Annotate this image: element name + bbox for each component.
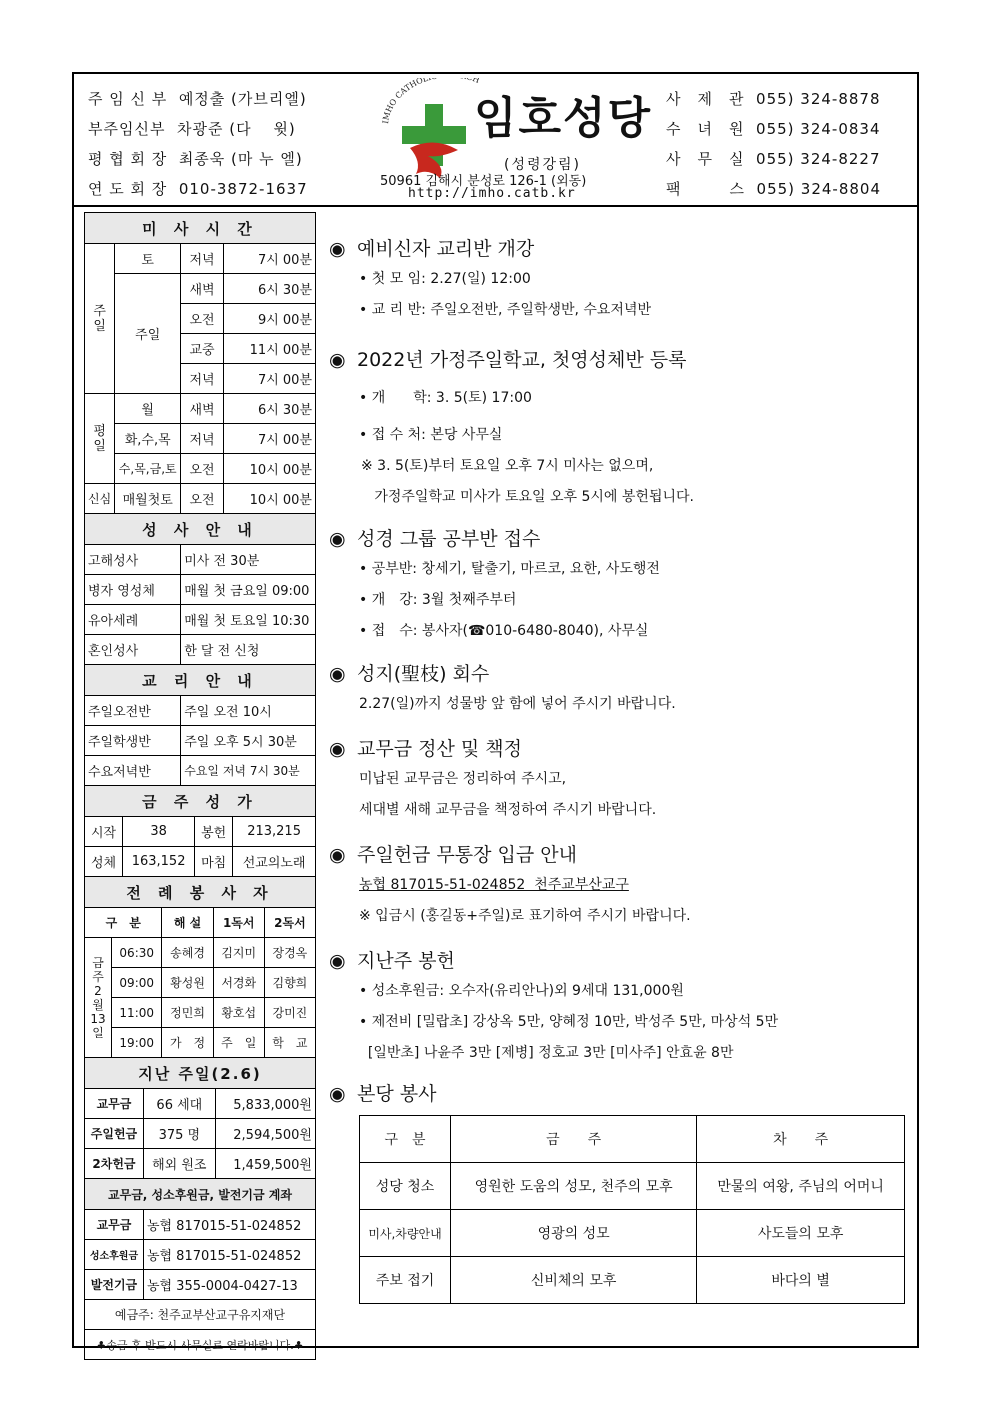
minister-name: 정민희 [162, 998, 213, 1028]
sacrament-value: 매월 첫 금요일 09:00 [181, 575, 316, 605]
mass-day: 매월첫토 [115, 484, 181, 514]
mass-time: 6시 30분 [223, 394, 315, 424]
column-header: 차 주 [697, 1116, 905, 1163]
catechism-value: 주일 오전 10시 [181, 696, 316, 726]
offering-count: 375 명 [143, 1119, 215, 1149]
minister-name: 주 일 [213, 1028, 264, 1058]
mass-time: 7시 00분 [223, 244, 315, 274]
sacrament-name: 병자 영성체 [85, 575, 181, 605]
announcement [329, 1079, 919, 1304]
announcement-title: ◉ 성지(聖枝) 회수 [329, 659, 919, 689]
mass-day: 주일 [115, 274, 181, 394]
announcement-line: • 공부반: 창세기, 탈출기, 마르코, 요한, 사도행전 [359, 561, 660, 577]
church-subtitle: (성령강림) [504, 157, 582, 173]
mass-part: 오전 [181, 454, 224, 484]
mass-time: 7시 00분 [223, 364, 315, 394]
mass-group-label: 평 일 [85, 394, 115, 484]
account-number: 농협 355-0004-0427-13 [143, 1270, 315, 1300]
offering-amount: 5,833,000원 [215, 1089, 315, 1119]
bullet-icon: ◉ [329, 238, 346, 260]
service-name: 미사,차량안내 [360, 1210, 451, 1257]
announcement [329, 946, 919, 1069]
account-name: 발전기금 [85, 1270, 144, 1300]
mass-part: 새벽 [181, 394, 224, 424]
hymn-number: 선교의노래 [233, 847, 316, 877]
hymns-table [84, 785, 316, 877]
catechism-name: 주일오전반 [85, 696, 181, 726]
sacrament-name: 혼인성사 [85, 635, 181, 665]
bullet-icon: ◉ [329, 528, 346, 550]
minister-name: 김향희 [264, 968, 315, 998]
sacrament-name: 유아세례 [85, 605, 181, 635]
announcement-title: ◉ 예비신자 교리반 개강 [329, 234, 919, 264]
announcement-line: • 접 수 처: 본당 사무실 [359, 427, 503, 443]
announcement-line: • 제전비 [밀랍초] 강상옥 5만, 양혜정 10만, 박성주 5만, 마상석 5만 [359, 1014, 779, 1030]
sacrament-value: 한 달 전 신청 [181, 635, 316, 665]
minister-name: 장경옥 [264, 938, 315, 968]
mass-time: 7시 00분 [223, 424, 315, 454]
column-header: 구 분 [85, 908, 162, 938]
service-this-week: 영원한 도움의 성모, 천주의 모후 [451, 1163, 697, 1210]
mass-time: 9시 00분 [223, 304, 315, 334]
church-address: 50961 김해시 분성로 126-1 (외동) [380, 174, 587, 189]
bullet-icon: ◉ [329, 844, 346, 866]
announcement-line: ※ 입금시 (홍길동+주일)로 표기하여 주시기 바랍니다. [359, 908, 691, 924]
catechism-name: 주일학생반 [85, 726, 181, 756]
mass-part: 저녁 [181, 364, 224, 394]
sacrament-name: 고해성사 [85, 545, 181, 575]
section-title: 전 례 봉 사 자 [85, 877, 316, 908]
mass-day: 월 [115, 394, 181, 424]
sidebar [84, 212, 316, 1360]
hymn-label: 마침 [195, 847, 233, 877]
header-right-row: 수 녀 원 055) 324-0834 [666, 120, 881, 138]
mass-part: 오전 [181, 304, 224, 334]
column-header: 금 주 [451, 1116, 697, 1163]
bullet-icon: ◉ [329, 349, 346, 371]
service-next-week: 사도들의 모후 [697, 1210, 905, 1257]
column-header: 구 분 [360, 1116, 451, 1163]
announcement-line: 2.27(일)까지 성물방 앞 함에 넣어 주시기 바랍니다. [359, 696, 676, 712]
header-left-row: 부주임신부 차광준 (다 윗) [88, 120, 296, 138]
offering-name: 2차헌금 [85, 1149, 144, 1179]
announcement-line: 미납된 교무금은 정리하여 주시고, [359, 771, 567, 787]
church-url[interactable]: http://imho.catb.kr [408, 186, 576, 201]
announcement-title: ◉ 지난주 봉헌 [329, 946, 919, 976]
church-logo [370, 78, 660, 202]
announcement-line: [일반초] 나윤주 3만 [제병] 정호교 3만 [미사주] 안효윤 8만 [359, 1045, 734, 1061]
service-next-week: 바다의 별 [697, 1257, 905, 1304]
column-header: 해 설 [162, 908, 213, 938]
mass-time: 10시 00분 [223, 454, 315, 484]
catechism-value: 주일 오후 5시 30분 [181, 726, 316, 756]
mass-part: 교중 [181, 334, 224, 364]
announcement-title: ◉ 본당 봉사 [329, 1079, 919, 1109]
account-holder: 예금주: 천주교부산교구유지재단 [85, 1300, 316, 1330]
service-name: 주보 접기 [360, 1257, 451, 1304]
service-next-week: 만물의 여왕, 주님의 어머니 [697, 1163, 905, 1210]
hymn-label: 성체 [85, 847, 123, 877]
announcement-title: ◉ 주일헌금 무통장 입금 안내 [329, 840, 919, 870]
catechism-value: 수요일 저녁 7시 30분 [181, 756, 316, 786]
offering-count: 해외 원조 [143, 1149, 215, 1179]
minister-name: 강미진 [264, 998, 315, 1028]
announcement-line: • 성소후원금: 오수자(유리안나)외 9세대 131,000원 [359, 983, 684, 999]
header-left-row: 연 도 회 장 010-3872-1637 [88, 180, 308, 198]
service-this-week: 영광의 성모 [451, 1210, 697, 1257]
announcement [329, 345, 919, 513]
minister-name: 가 정 [162, 1028, 213, 1058]
header-right-row: 사 제 관 055) 324-8878 [666, 90, 881, 108]
service-name: 성당 청소 [360, 1163, 451, 1210]
minister-time: 06:30 [112, 938, 162, 968]
mass-part: 저녁 [181, 424, 224, 454]
account-name: 성소후원금 [85, 1240, 144, 1270]
offering-amount: 2,594,500원 [215, 1119, 315, 1149]
section-title: 미 사 시 간 [85, 213, 316, 244]
offering-name: 주일헌금 [85, 1119, 144, 1149]
column-header: 2독서 [264, 908, 315, 938]
announcement-title: ◉ 교무금 정산 및 책정 [329, 734, 919, 764]
announcement-title: ◉ 성경 그룹 공부반 접수 [329, 524, 919, 554]
minister-name: 황성원 [162, 968, 213, 998]
announcement [329, 524, 919, 647]
bullet-icon: ◉ [329, 1083, 346, 1105]
account-name: 교무금 [85, 1210, 144, 1240]
announcement [329, 840, 919, 932]
bulletin-frame [72, 72, 919, 1352]
section-title: 지난 주일(2.6) [85, 1058, 316, 1089]
mass-part: 새벽 [181, 274, 224, 304]
mass-group-label: 주 일 [85, 244, 115, 394]
mass-day: 토 [115, 244, 181, 274]
announcement-title: ◉ 2022년 가정주일학교, 첫영성체반 등록 [329, 345, 919, 375]
hymn-number: 163,152 [123, 847, 195, 877]
account-number: 농협 817015-51-024852 [143, 1210, 315, 1240]
minister-time: 11:00 [112, 998, 162, 1028]
column-header: 1독서 [213, 908, 264, 938]
minister-name: 황호섭 [213, 998, 264, 1028]
catechism-name: 수요저녁반 [85, 756, 181, 786]
hymn-number: 38 [123, 817, 195, 847]
mass-time: 11시 00분 [223, 334, 315, 364]
hymn-number: 213,215 [233, 817, 316, 847]
hymn-label: 시작 [85, 817, 123, 847]
offering-count: 66 세대 [143, 1089, 215, 1119]
bullet-icon: ◉ [329, 950, 346, 972]
announcement [329, 734, 919, 826]
announcement-line: ※ 3. 5(토)부터 토요일 오후 7시 미사는 없으며, [361, 458, 654, 474]
mass-part: 오전 [181, 484, 224, 514]
mass-day: 수,목,금,토 [115, 454, 181, 484]
announcement-line: • 개 강: 3월 첫째주부터 [359, 592, 517, 608]
announcements [329, 234, 919, 1304]
service-this-week: 신비체의 모후 [451, 1257, 697, 1304]
section-title: 성 사 안 내 [85, 514, 316, 545]
announcement-line: • 첫 모 임: 2.27(일) 12:00 [359, 271, 531, 287]
mass-group-label: 신심 [85, 484, 115, 514]
minister-name: 송혜경 [162, 938, 213, 968]
ministers-table [84, 876, 316, 1058]
minister-name: 학 교 [264, 1028, 315, 1058]
mass-time: 6시 30분 [223, 274, 315, 304]
announcement [329, 234, 919, 326]
section-title: 교무금, 성소후원금, 발전기금 계좌 [85, 1179, 316, 1210]
offering-name: 교무금 [85, 1089, 144, 1119]
svg-text:IMHO CATHOLIC CHURCH: IMHO CATHOL H [381, 78, 481, 125]
last-week-table [84, 1057, 316, 1360]
minister-time: 09:00 [112, 968, 162, 998]
announcement [329, 659, 919, 720]
announcement-line: 농협 817015-51-024852 천주교부산교구 [359, 877, 629, 893]
announcement-line: 세대별 새해 교무금을 책정하여 주시기 바랍니다. [359, 802, 657, 818]
header-left-row: 주 임 신 부 예정출 (가브리엘) [88, 90, 307, 108]
hymn-label: 봉헌 [195, 817, 233, 847]
announcement-line: • 교 리 반: 주일오전반, 주일학생반, 수요저녁반 [359, 302, 652, 318]
minister-name: 서경화 [213, 968, 264, 998]
announcement-line: • 접 수: 봉사자(☎010-6480-8040), 사무실 [359, 623, 649, 639]
header-left-row: 평 협 회 장 최종욱 (마 누 엘) [88, 150, 303, 168]
section-title: 금 주 성 가 [85, 786, 316, 817]
minister-name: 김지미 [213, 938, 264, 968]
announcement-line: • 개 학: 3. 5(토) 17:00 [359, 390, 532, 406]
service-table [359, 1115, 905, 1304]
sacrament-value: 미사 전 30분 [181, 545, 316, 575]
transfer-note: ♣송금 후 반드시 사무실로 연락바랍니다.♣ [85, 1330, 316, 1360]
header-right-row: 팩 스 055) 324-8804 [666, 180, 881, 198]
header [74, 74, 917, 207]
mass-day: 화,수,목 [115, 424, 181, 454]
minister-time: 19:00 [112, 1028, 162, 1058]
sacrament-value: 매월 첫 토요일 10:30 [181, 605, 316, 635]
ministers-date: 금주 2 월 13 일 [85, 938, 112, 1058]
bullet-icon: ◉ [329, 738, 346, 760]
church-name: 임호성당 [474, 93, 653, 144]
section-title: 교 리 안 내 [85, 665, 316, 696]
bullet-icon: ◉ [329, 663, 346, 685]
header-right-row: 사 무 실 055) 324-8227 [666, 150, 881, 168]
mass-times-table [84, 212, 316, 786]
announcement-line: 가정주일학교 미사가 토요일 오후 5시에 봉헌됩니다. [361, 489, 694, 505]
mass-part: 저녁 [181, 244, 224, 274]
account-number: 농협 817015-51-024852 [143, 1240, 315, 1270]
mass-time: 10시 00분 [223, 484, 315, 514]
offering-amount: 1,459,500원 [215, 1149, 315, 1179]
